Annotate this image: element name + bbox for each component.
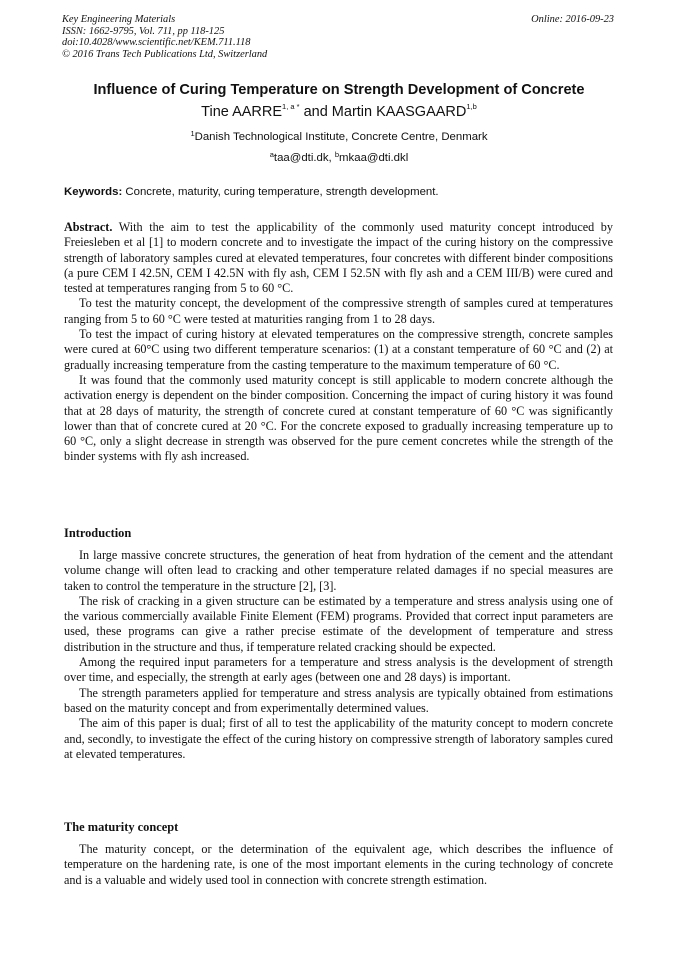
affiliation-text: Danish Technological Institute, Concrete Centre, Denmark bbox=[194, 131, 488, 143]
email-b[interactable]: mkaa@dti.dkl bbox=[339, 152, 409, 164]
online-date: Online: 2016-09-23 bbox=[531, 14, 614, 25]
introduction-heading: Introduction bbox=[64, 526, 132, 540]
email-line bbox=[40, 152, 638, 164]
intro-paragraph: Among the required input parameters for a temperature and stress analysis is the development of strength over time, and especially, the strength at early ages (between one and 28 days) is important. bbox=[64, 655, 613, 685]
copyright-line: © 2016 Trans Tech Publications Ltd, Switzerland bbox=[62, 48, 268, 60]
abstract-paragraph: It was found that the commonly used maturity concept is still applicable to modern concrete although the activation energy is dependent on the binder composition. Concerning the impact of curing history it was found that at 28 days of maturity, the strength of concrete cured at constant temperature of 60 °C was significantly lower than that of concrete cured at 20 °C. For the concrete exposed to gradually increasing temperature up to 60 °C, only a slight decrease in strength was observed for the pure cement concretes while the strength of the binder systems with fly ash increased. bbox=[64, 372, 613, 464]
keywords bbox=[64, 186, 616, 198]
email-a-mark: a bbox=[269, 150, 274, 159]
intro-paragraph: The aim of this paper is dual; first of all to test the applicability of the maturity concept to modern concrete and, secondly, to investigate the effect of the curing history on compressive strength of laboratory samples cured at elevated temperatures. bbox=[64, 716, 613, 761]
maturity-body bbox=[64, 842, 613, 888]
abstract bbox=[64, 220, 613, 465]
journal-name: Key Engineering Materials bbox=[62, 14, 176, 25]
maturity-paragraph: The maturity concept, or the determination of the equivalent age, which describes the influence of temperature on the hardening rate, is one of the most important elements in the curing technology of concrete and is a valuable and widely used tool in connection with concrete strength estimation. bbox=[64, 842, 613, 887]
intro-paragraph: The strength parameters applied for temperature and stress analysis are typically obtained from estimations based on the maturity concept and from experimentally determined values. bbox=[64, 685, 613, 715]
abstract-text: With the aim to test the applicability of the commonly used maturity concept introduced by Freiesleben et al [1] to modern concrete and to investigate the impact of the curing history on the compressive strength of laboratory samples cured at elevated temperatures, four concretes with different binder compositions (a pure CEM I 42.5N, CEM I 42.5N with fly ash, CEM I 52.5N with fly ash and a CEM III/B) were cured and tested at temperatures ranging from 5 to 60 °C. bbox=[64, 220, 613, 296]
intro-paragraph: The risk of cracking in a given structure can be estimated by a temperature and stress analysis using one of the various commercially available Finite Element (FEM) programs. Provided that correct input parameters are used, these programs can give a rather precise estimate of the development of temperature and stress distribution in the structure and thus, if temperature related cracking should be expected. bbox=[64, 593, 613, 654]
journal-header bbox=[62, 14, 614, 60]
issn-line: ISSN: 1662-9795, Vol. 711, pp 118-125 bbox=[62, 25, 225, 37]
author-1: Tine AARRE bbox=[201, 104, 283, 120]
author-1-affiliation-mark: 1, a * bbox=[282, 102, 300, 111]
abstract-paragraph bbox=[64, 220, 613, 296]
abstract-paragraph: To test the maturity concept, the development of the compressive strength of samples cured at temperatures ranging from 5 to 60 °C were tested at maturities ranging from 1 to 28 days. bbox=[64, 296, 613, 326]
affiliation bbox=[40, 131, 638, 143]
keywords-text: Concrete, maturity, curing temperature, strength development. bbox=[122, 186, 439, 198]
affiliation-mark: 1 bbox=[190, 129, 195, 138]
author-2: and Martin KAASGAARD bbox=[299, 104, 467, 120]
keywords-label: Keywords: bbox=[64, 186, 123, 198]
email-a[interactable]: taa@dti.dk, bbox=[273, 152, 335, 164]
doi-line: doi:10.4028/www.scientific.net/KEM.711.118 bbox=[62, 37, 251, 48]
email-b-mark: b bbox=[334, 150, 340, 159]
introduction-body bbox=[64, 548, 613, 762]
maturity-heading: The maturity concept bbox=[64, 820, 179, 834]
abstract-label: Abstract. bbox=[64, 220, 113, 234]
author-2-affiliation-mark: 1,b bbox=[466, 102, 477, 111]
abstract-paragraph: To test the impact of curing history at elevated temperatures on the compressive strength, concrete samples were cured at 60°C using two different temperature scenarios: (1) at a constant temperature of 60 °C and (2) at gradually increasing temperature from the casting temperature to the maximum temperature of 60 °C. bbox=[64, 327, 613, 372]
author-line bbox=[40, 104, 638, 120]
intro-paragraph: In large massive concrete structures, the generation of heat from hydration of the cement and the attendant volume change will often lead to cracking and other temperature related damages if no special measures are taken to control the temperature in the structure [2], [3]. bbox=[64, 548, 613, 593]
paper-title: Influence of Curing Temperature on Strength Development of Concrete bbox=[93, 82, 585, 98]
